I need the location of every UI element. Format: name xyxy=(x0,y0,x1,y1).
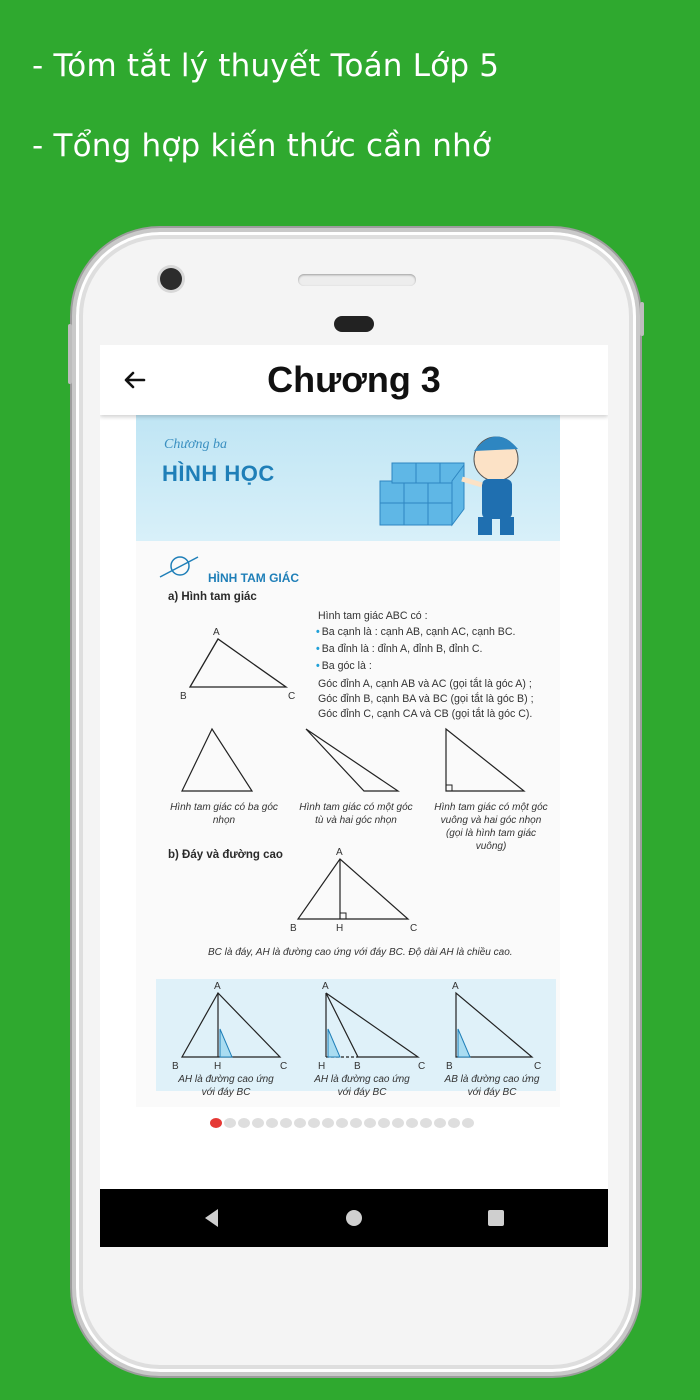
page-dot[interactable] xyxy=(462,1118,474,1128)
bullet-vertices-text: Ba đỉnh là : đỉnh A, đỉnh B, đỉnh C. xyxy=(321,643,483,655)
caption-height-2: AH là đường cao ứng với đáy BC xyxy=(314,1074,410,1098)
proximity-sensor xyxy=(334,316,374,332)
right-triangle xyxy=(446,729,524,791)
page-dot[interactable] xyxy=(364,1118,376,1128)
svg-text:C: C xyxy=(534,1061,542,1072)
page-dot[interactable] xyxy=(434,1118,446,1128)
nav-back-icon[interactable] xyxy=(200,1206,224,1230)
page-dot[interactable] xyxy=(392,1118,404,1128)
page-dot[interactable] xyxy=(336,1118,348,1128)
svg-text:C: C xyxy=(418,1061,426,1072)
phone-frame xyxy=(72,228,640,1376)
svg-text:A: A xyxy=(214,981,221,992)
acute-triangle xyxy=(182,729,252,791)
svg-text:B: B xyxy=(172,1061,179,1072)
page-dot[interactable] xyxy=(266,1118,278,1128)
chapter-banner xyxy=(136,413,560,541)
svg-text:B: B xyxy=(354,1061,361,1072)
caption-acute: Hình tam giác có ba góc nhọn xyxy=(170,802,278,826)
part-a-heading: a) Hình tam giác xyxy=(168,591,257,603)
svg-text:A: A xyxy=(452,981,459,992)
label-a: A xyxy=(213,627,220,638)
base-height-figure xyxy=(286,843,426,935)
base-height-text: BC là đáy, AH là đường cao ứng với đáy BC. Độ dài AH là chiều cao. xyxy=(208,947,513,958)
page-dot[interactable] xyxy=(238,1118,250,1128)
bullet-sides-text: Ba cạnh là : cạnh AB, cạnh AC, cạnh BC. xyxy=(321,626,516,638)
part-b-heading: b) Đáy và đường cao xyxy=(168,849,283,861)
svg-text:C: C xyxy=(280,1061,288,1072)
chapter-title: HÌNH HỌC xyxy=(162,461,275,486)
obtuse-triangle xyxy=(306,729,398,791)
page-dot[interactable] xyxy=(378,1118,390,1128)
bullet-vertices xyxy=(316,642,483,657)
volume-button xyxy=(68,324,72,384)
label-b: B xyxy=(180,691,187,701)
angle-a-text: Góc đỉnh A, cạnh AB và AC (gọi tắt là góc A) ; xyxy=(318,678,532,690)
pencil-mascot-icon xyxy=(158,551,202,581)
phone-screen xyxy=(100,345,608,1247)
app-bar xyxy=(100,345,608,415)
triangle-types-figures xyxy=(176,727,546,797)
page-dot[interactable] xyxy=(224,1118,236,1128)
page-dot[interactable] xyxy=(308,1118,320,1128)
page-dot[interactable] xyxy=(280,1118,292,1128)
label-h-2: H xyxy=(336,923,344,934)
caption-right: Hình tam giác có một góc vuông và hai góc nhọn (gọi là hình tam giác vuông) xyxy=(434,802,548,852)
label-a-2: A xyxy=(336,847,343,858)
heights-figures xyxy=(156,979,556,1073)
section-title: HÌNH TAM GIÁC xyxy=(208,571,300,585)
earpiece-speaker xyxy=(298,274,416,286)
page-dot[interactable] xyxy=(406,1118,418,1128)
page-dot[interactable] xyxy=(420,1118,432,1128)
cubes-and-boy-illustration xyxy=(366,421,556,541)
promo-line-2: - Tổng hợp kiến thức cần nhớ xyxy=(32,128,492,164)
page-dot-active[interactable] xyxy=(210,1118,222,1128)
label-b-2: B xyxy=(290,923,297,934)
intro-text: Hình tam giác ABC có : xyxy=(318,610,428,622)
page-title: Chương 3 xyxy=(267,359,441,400)
page-dot[interactable] xyxy=(448,1118,460,1128)
bullet-angles-text: Ba góc là : xyxy=(321,660,372,672)
triangle-abc-figure xyxy=(176,625,306,701)
power-button xyxy=(640,302,644,336)
android-nav-bar xyxy=(100,1189,608,1247)
nav-home-icon[interactable] xyxy=(342,1206,366,1230)
svg-text:H: H xyxy=(318,1061,326,1072)
svg-text:A: A xyxy=(322,981,329,992)
page-dot[interactable] xyxy=(252,1118,264,1128)
caption-obtuse: Hình tam giác có một góc tù và hai góc nhọn xyxy=(299,802,413,826)
label-c-2: C xyxy=(410,923,418,934)
page-dot[interactable] xyxy=(294,1118,306,1128)
caption-height-3: AB là đường cao ứng với đáy BC xyxy=(444,1074,540,1098)
bullet-sides xyxy=(316,625,515,640)
chapter-label: Chương ba xyxy=(164,437,227,452)
page-dot[interactable] xyxy=(322,1118,334,1128)
caption-height-1: AH là đường cao ứng với đáy BC xyxy=(178,1074,274,1098)
angle-b-text: Góc đỉnh B, cạnh BA và BC (gọi tắt là góc B) ; xyxy=(318,693,534,705)
svg-text:B: B xyxy=(446,1061,453,1072)
angle-c-text: Góc đỉnh C, cạnh CA và CB (gọi tắt là góc C). xyxy=(318,708,533,720)
promo-line-1: - Tóm tắt lý thuyết Toán Lớp 5 xyxy=(32,48,500,84)
nav-recents-icon[interactable] xyxy=(484,1206,508,1230)
front-camera xyxy=(160,268,182,290)
svg-text:H: H xyxy=(214,1061,222,1072)
bullet-angles xyxy=(316,659,372,674)
page-dot[interactable] xyxy=(350,1118,362,1128)
textbook-page-image xyxy=(136,413,560,1107)
page-indicator[interactable] xyxy=(210,1118,474,1128)
label-c: C xyxy=(288,691,296,701)
